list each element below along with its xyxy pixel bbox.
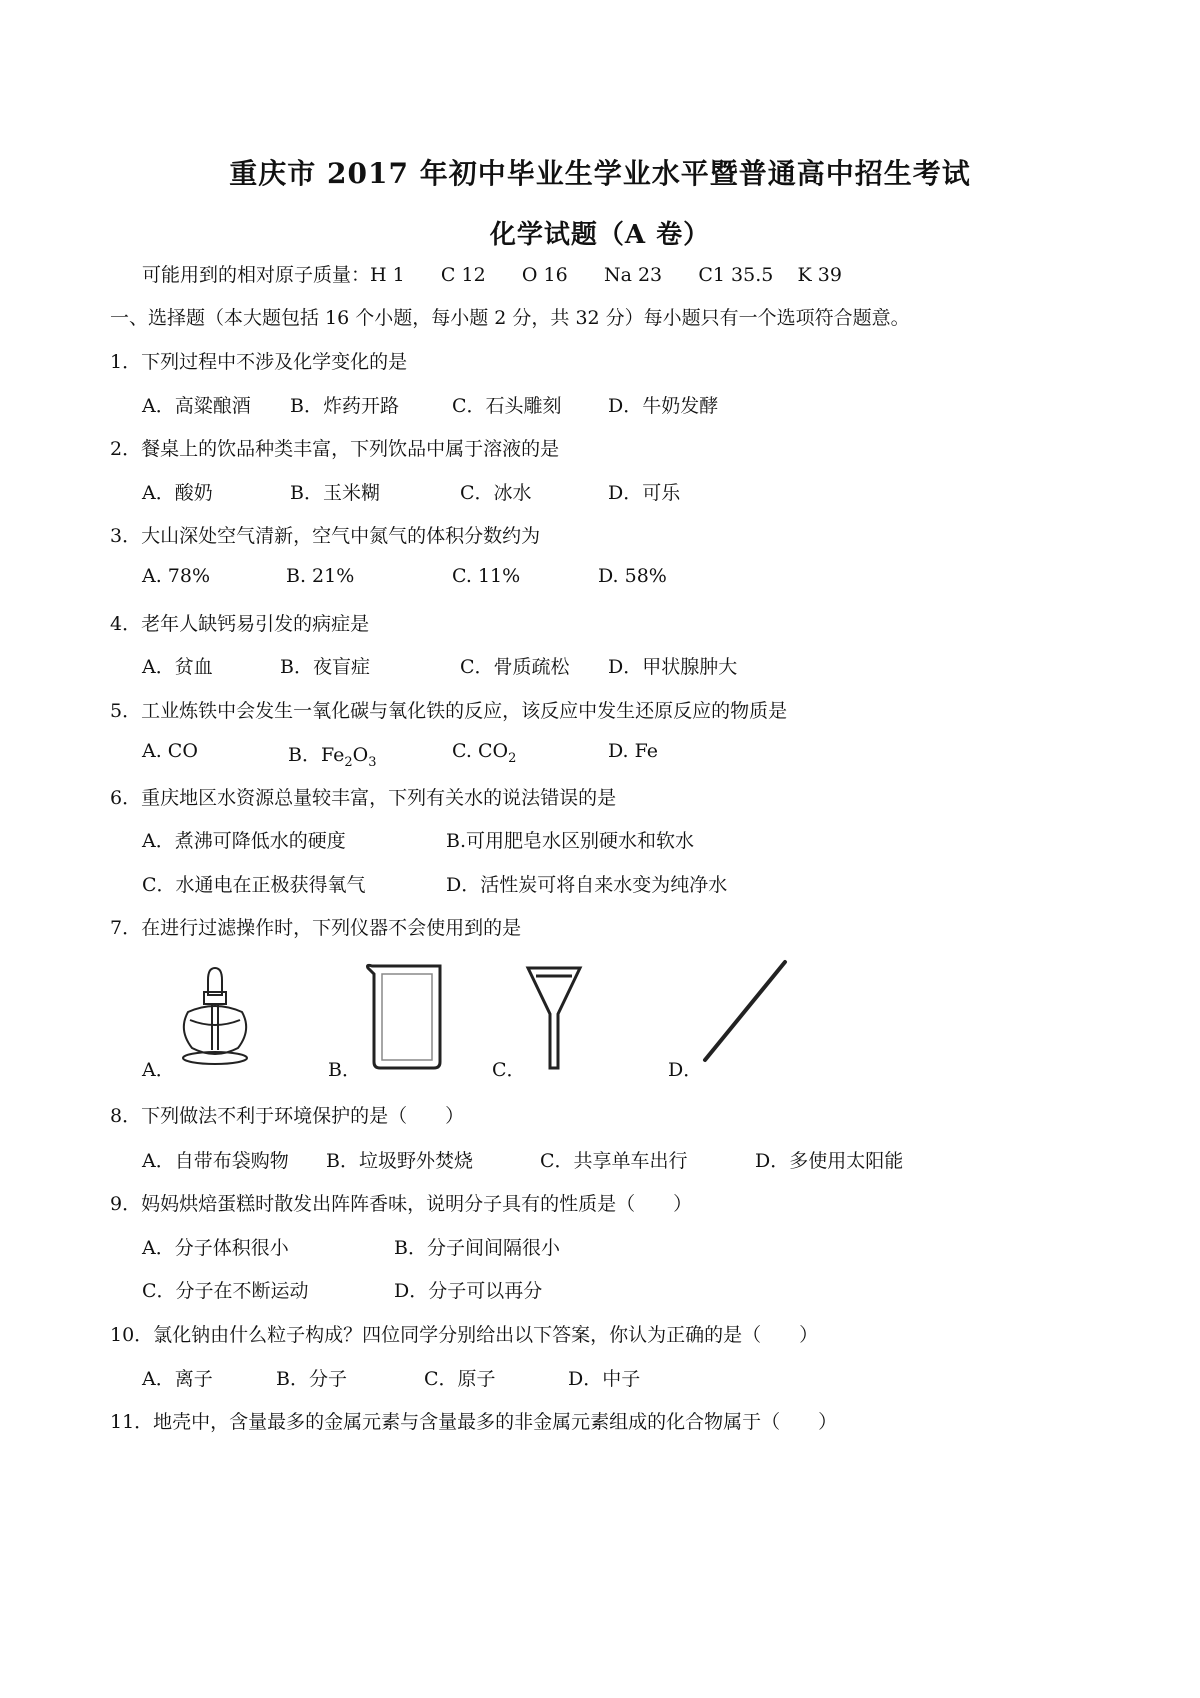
option-b: B．夜盲症 — [280, 656, 370, 678]
option-d: D．牛奶发酵 — [608, 395, 719, 417]
option-a: A. 78% — [142, 565, 211, 587]
option-c: C. $CO_2$ — [452, 740, 517, 766]
question-stem: 9．妈妈烘焙蛋糕时散发出阵阵香味，说明分子具有的性质是（ ） — [110, 1193, 693, 1215]
option-b: B.可用肥皂水区别硬水和软水 — [446, 830, 695, 852]
option-b: B．炸药开路 — [290, 395, 399, 417]
question-stem: 8．下列做法不利于环境保护的是（ ） — [110, 1105, 465, 1127]
option-b: B．垃圾野外焚烧 — [326, 1150, 473, 1172]
option-b: B．分子间间隔很小 — [394, 1237, 560, 1259]
question-stem: 6．重庆地区水资源总量较丰富，下列有关水的说法错误的是 — [110, 787, 617, 809]
option-c: C. 11% — [452, 565, 521, 587]
option-d: D．可乐 — [608, 482, 681, 504]
option-c: C．共享单车出行 — [540, 1150, 688, 1172]
option-a: A． — [142, 1059, 175, 1081]
atomic-masses: 可能用到的相对原子质量：H 1 C 12 O 16 Na 23 C1 35.5 K 39 — [142, 264, 842, 286]
option-d: D．中子 — [568, 1368, 641, 1390]
option-b: B． — [328, 1059, 361, 1081]
option-d: D. 58% — [598, 565, 667, 587]
question-stem: 4．老年人缺钙易引发的病症是 — [110, 613, 370, 635]
section-heading: 一、选择题（本大题包括 16 个小题，每小题 2 分，共 32 分）每小题只有一个选项符合题意。 — [110, 307, 910, 329]
option-d: D． — [668, 1059, 703, 1081]
question-stem: 3．大山深处空气清新，空气中氮气的体积分数约为 — [110, 525, 541, 547]
beaker-icon — [362, 962, 447, 1074]
funnel-icon — [524, 962, 584, 1074]
question-stem: 2．餐桌上的饮品种类丰富，下列饮品中属于溶液的是 — [110, 438, 560, 460]
question-stem: 5．工业炼铁中会发生一氧化碳与氧化铁的反应，该反应中发生还原反应的物质是 — [110, 700, 788, 722]
glass-rod-icon — [695, 956, 795, 1068]
option-d: D．多使用太阳能 — [755, 1150, 904, 1172]
option-b: B．分子 — [276, 1368, 347, 1390]
option-c: C． — [492, 1059, 526, 1081]
option-a: A．离子 — [142, 1368, 213, 1390]
option-c: C．冰水 — [460, 482, 532, 504]
option-a: A．自带布袋购物 — [142, 1150, 289, 1172]
option-d: D．甲状腺肿大 — [608, 656, 738, 678]
alcohol-lamp-icon — [168, 960, 263, 1070]
option-a: A．酸奶 — [142, 482, 213, 504]
option-d: D．活性炭可将自来水变为纯净水 — [446, 874, 728, 896]
option-a: A．分子体积很小 — [142, 1237, 289, 1259]
option-c: C．水通电在正极获得氧气 — [142, 874, 366, 896]
option-b: B. 21% — [286, 565, 355, 587]
question-stem: 10．氯化钠由什么粒子构成？四位同学分别给出以下答案，你认为正确的是（ ） — [110, 1324, 819, 1346]
option-c: C．骨质疏松 — [460, 656, 570, 678]
option-c: C．分子在不断运动 — [142, 1280, 309, 1302]
option-d: D. Fe — [608, 740, 659, 762]
question-stem: 11．地壳中，含量最多的金属元素与含量最多的非金属元素组成的化合物属于（ ） — [110, 1411, 838, 1433]
option-c: C．石头雕刻 — [452, 395, 562, 417]
question-stem: 1．下列过程中不涉及化学变化的是 — [110, 351, 408, 373]
option-b: B．$Fe_2O_3$ — [288, 744, 377, 770]
question-stem: 7．在进行过滤操作时，下列仪器不会使用到的是 — [110, 917, 522, 939]
page-subtitle: 化学试题（A 卷） — [489, 220, 711, 250]
option-b: B．玉米糊 — [290, 482, 380, 504]
option-a: A．高粱酿酒 — [142, 395, 251, 417]
option-a: A．贫血 — [142, 656, 213, 678]
option-a: A. CO — [142, 740, 198, 762]
page-title: 重庆市 2017 年初中毕业生学业水平暨普通高中招生考试 — [229, 157, 971, 190]
option-a: A．煮沸可降低水的硬度 — [142, 830, 346, 852]
option-d: D．分子可以再分 — [394, 1280, 543, 1302]
option-c: C．原子 — [424, 1368, 496, 1390]
